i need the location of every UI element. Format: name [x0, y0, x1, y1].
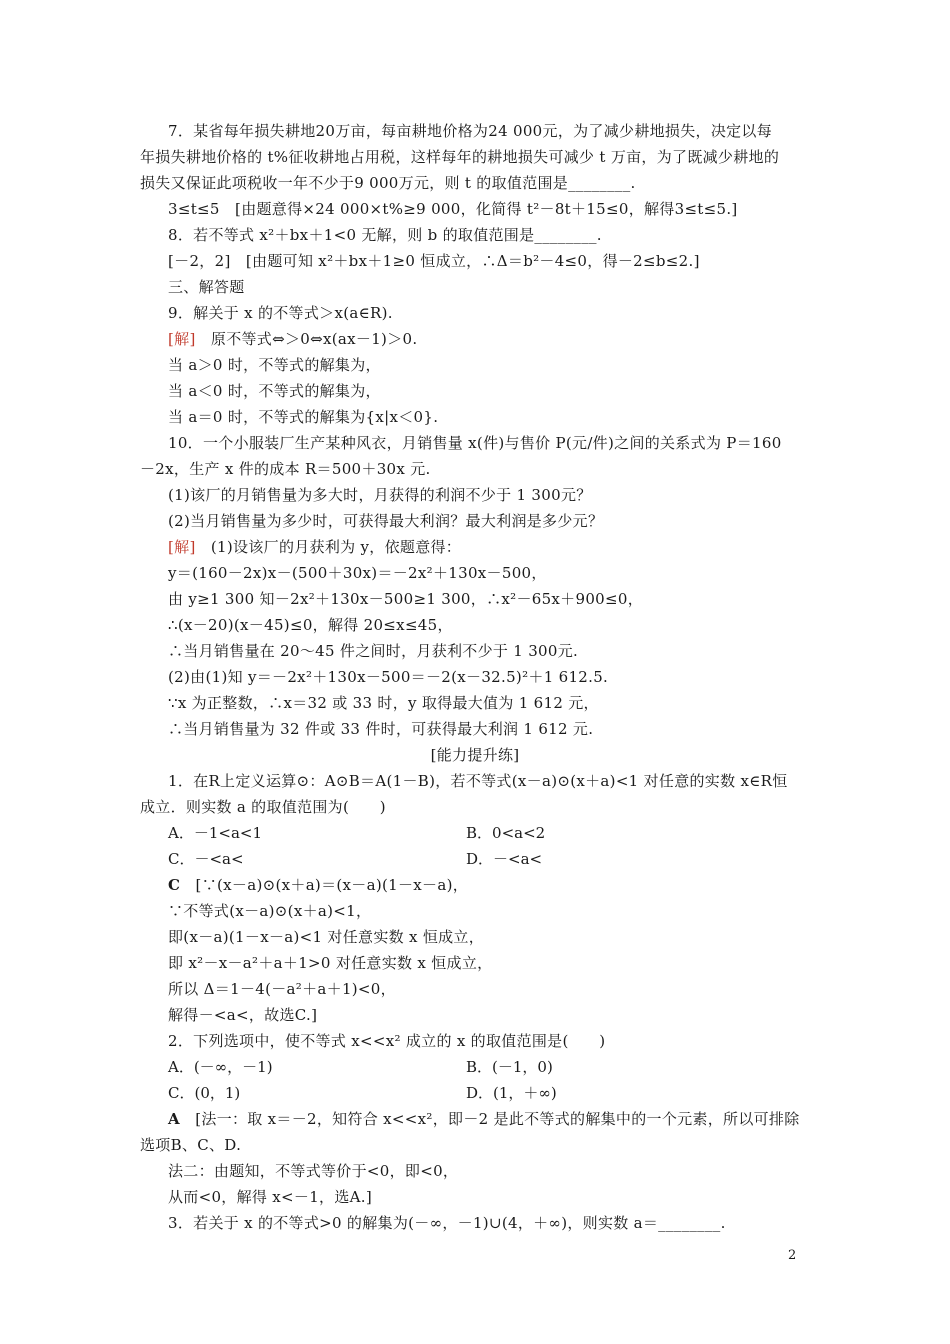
p2-answer-letter: A: [168, 1110, 180, 1128]
q10-line-8: ∴(x－20)(x－45)≤0，解得 20≤x≤45，: [168, 616, 453, 634]
q9-line-1: 9．解关于 x 的不等式＞x(a∈R).: [168, 304, 393, 322]
q9-line-4: 当 a＜0 时，不等式的解集为，: [168, 382, 381, 400]
section-heading-3: 三、解答题: [168, 278, 245, 296]
q9-solution-line: [168, 328, 848, 350]
p1-answer-line-6: 解得－<a<，故选C.]: [168, 1006, 318, 1024]
p2-answer-line-4: 从而<0，解得 x<－1，选A.]: [168, 1188, 373, 1206]
p1-option-b: B．0<a<2: [466, 824, 546, 842]
q9-line-5: 当 a＝0 时，不等式的解集为{x|x＜0}.: [168, 408, 439, 426]
q8-line-1: 8．若不等式 x²＋bx＋1<0 无解，则 b 的取值范围是________.: [168, 226, 602, 244]
q10-line-5: (1)设该厂的月获利为 y，依题意得：: [195, 538, 462, 556]
p2-answer-line-1: [168, 1108, 848, 1130]
p1-answer-line-2: ∵不等式(x－a)⊙(x＋a)<1，: [168, 902, 372, 920]
p1-answer-line-5: 所以 Δ＝1－4(－a²＋a＋1)<0，: [168, 980, 396, 998]
p2-option-b: B．(－1，0): [466, 1058, 553, 1076]
q10-line-6: y＝(160－2x)x－(500＋30x)＝－2x²＋130x－500，: [168, 564, 547, 582]
q10-line-11: ∵x 为正整数，∴x＝32 或 33 时，y 取得最大值为 1 612 元，: [168, 694, 599, 712]
p1-answer-letter: C: [168, 876, 181, 894]
q10-line-2: －2x，生产 x 件的成本 R＝500＋30x 元.: [140, 460, 431, 478]
q9-line-3: 当 a＞0 时，不等式的解集为，: [168, 356, 381, 374]
q8-answer: [－2，2] [由题可知 x²＋bx＋1≥0 恒成立，∴Δ＝b²－4≤0，得－2≤b≤2.]: [168, 252, 700, 270]
p1-answer-line-3: 即(x－a)(1－x－a)<1 对任意实数 x 恒成立，: [168, 928, 485, 946]
q10-line-3: (1)该厂的月销售量为多大时，月获得的利润不少于 1 300元？: [168, 486, 592, 504]
q9-line-2: 原不等式⇔＞0⇔x(ax－1)＞0.: [195, 330, 418, 348]
q10-line-10: (2)由(1)知 y＝－2x²＋130x－500＝－2(x－32.5)²＋1 612.5.: [168, 668, 609, 686]
p2-option-d: D．(1，＋∞): [466, 1084, 557, 1102]
p2-answer-line-2: 选项B、C、D.: [140, 1136, 242, 1154]
p2-answer-text-1: [法一：取 x＝－2，知符合 x<<x²，即－2 是此不等式的解集中的一个元素，所以可排除: [179, 1110, 800, 1128]
p1-line-1: 1．在R上定义运算⊙：A⊙B＝A(1－B)，若不等式(x－a)⊙(x＋a)<1 对任意的实数 x∈R恒: [168, 772, 788, 790]
p1-answer-text-1: [∵(x－a)⊙(x＋a)＝(x－a)(1－x－a)，: [180, 876, 469, 894]
p1-option-c: C．－<a<: [168, 850, 244, 868]
p2-line-1: 2．下列选项中，使不等式 x<<x² 成立的 x 的取值范围是( ): [168, 1032, 606, 1050]
q10-solution-line: [168, 536, 848, 558]
page-number: 2: [788, 1248, 797, 1263]
p3-line-1: 3．若关于 x 的不等式>0 的解集为(－∞，－1)∪(4，＋∞)，则实数 a＝________.: [168, 1214, 726, 1232]
p1-answer-line-4: 即 x²－x－a²＋a＋1>0 对任意实数 x 恒成立，: [168, 954, 493, 972]
p1-option-a: A．－1<a<1: [168, 824, 262, 842]
solution-tag: [解]: [168, 330, 196, 348]
q10-line-1: 10．一个小服装厂生产某种风衣，月销售量 x(件)与售价 P(元/件)之间的关系式为 P＝160: [168, 434, 782, 452]
q7-line-2: 年损失耕地价格的 t%征收耕地占用税，这样每年的耕地损失可减少 t 万亩，为了既减少耕地的: [140, 148, 780, 166]
q10-line-7: 由 y≥1 300 知－2x²＋130x－500≥1 300，∴x²－65x＋900≤0，: [168, 590, 644, 608]
q7-answer: 3≤t≤5 [由题意得×24 000×t%≥9 000，化简得 t²－8t＋15≤0，解得3≤t≤5.]: [168, 200, 738, 218]
p2-answer-line-3: 法二：由题知，不等式等价于<0，即<0，: [168, 1162, 459, 1180]
ability-section-heading: [能力提升练]: [430, 746, 520, 764]
q10-line-4: (2)当月销售量为多少时，可获得最大利润？最大利润是多少元？: [168, 512, 604, 530]
q7-line-1: 7．某省每年损失耕地20万亩，每亩耕地价格为24 000元，为了减少耕地损失，决定以每: [168, 122, 773, 140]
q10-line-9: ∴当月销售量在 20～45 件之间时，月获利不少于 1 300元.: [168, 642, 579, 660]
p2-option-a: A．(－∞，－1): [168, 1058, 273, 1076]
p2-option-c: C．(0，1): [168, 1084, 241, 1102]
p1-answer-line-1: [168, 874, 848, 896]
q7-line-3: 损失又保证此项税收一年不少于9 000万元，则 t 的取值范围是________.: [140, 174, 636, 192]
p1-option-d: D．－<a<: [466, 850, 543, 868]
solution-tag: [解]: [168, 538, 196, 556]
q10-line-12: ∴当月销售量为 32 件或 33 件时，可获得最大利润 1 612 元.: [168, 720, 594, 738]
p1-line-2: 成立．则实数 a 的取值范围为( ): [140, 798, 386, 816]
